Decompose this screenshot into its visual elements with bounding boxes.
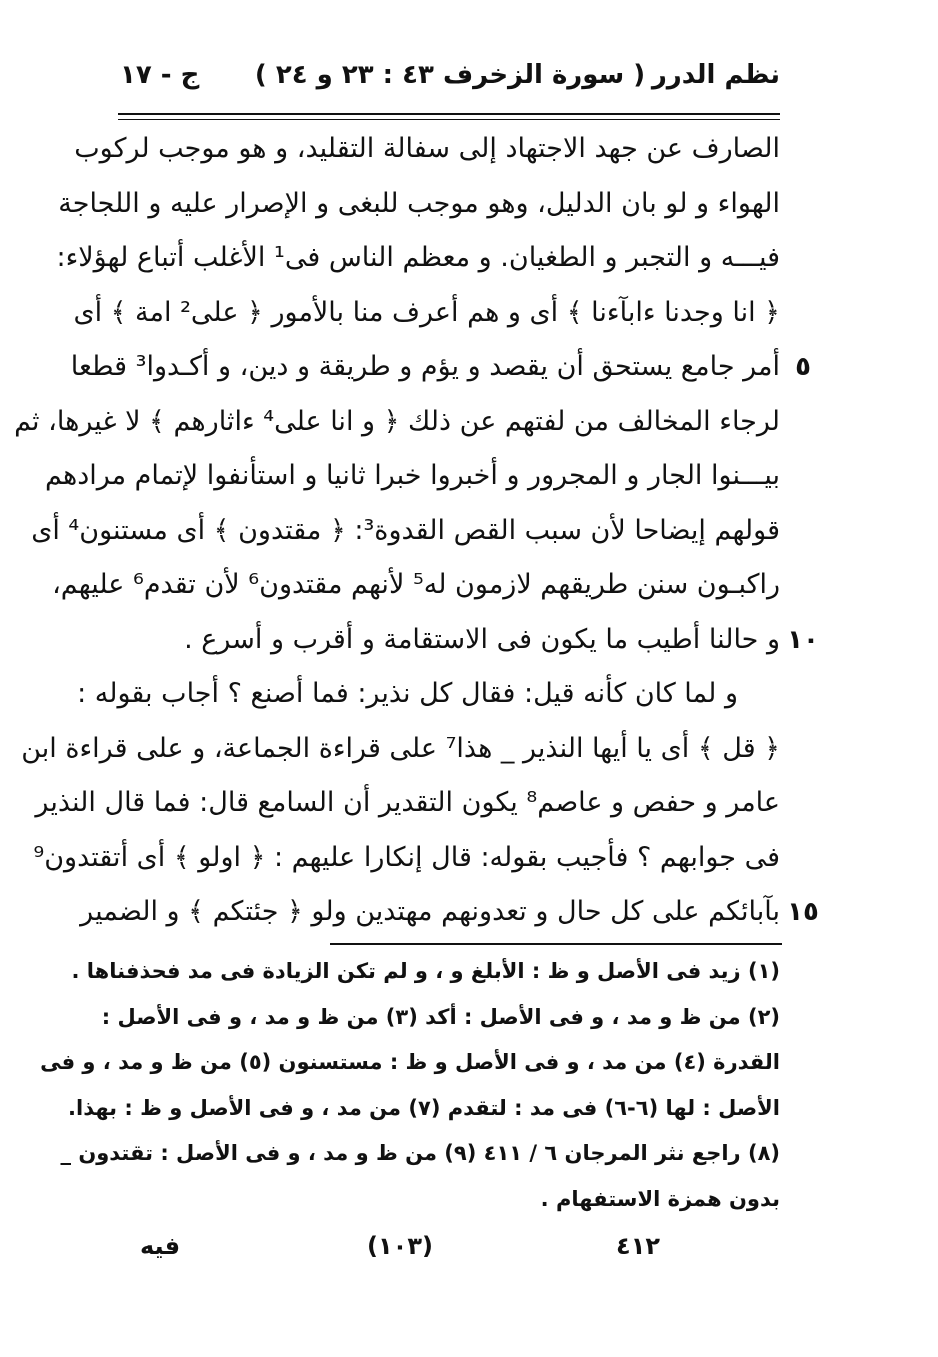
text-line: قولهم إيضاحا لأن سبب القص القدوة³: ﴿ مقتدون ﴾ أى مستنون⁴ أى bbox=[31, 514, 780, 546]
text-line: بيـــنوا الجار و المجرور و أخبروا خبرا ثانيا و استأنفوا لإتمام مرادهم bbox=[45, 460, 780, 491]
book-title: نظم الدرر bbox=[651, 60, 780, 90]
text-line: ﴿ قل ﴾ أى يا أيها النذير _ هذا⁷ على قراءة الجماعة، و على قراءة ابن bbox=[21, 732, 780, 764]
footnote-line: (١) زيد فى الأصل و ظ : الأبلغ و ، و لم تكن الزيادة فى مد فحذفناها . bbox=[71, 959, 780, 983]
text-line: و لما كان كأنه قيل: فقال كل نذير: فما أصنع ؟ أجاب بقوله : bbox=[77, 678, 738, 709]
page-header bbox=[120, 60, 780, 100]
line-number: ٥ bbox=[795, 352, 811, 382]
text-line: عامر و حفص و عاصم⁸ يكون التقدير أن السامع قال: فما قال النذير bbox=[35, 787, 780, 818]
line-number: ١٠ bbox=[787, 624, 819, 655]
header-rule bbox=[118, 113, 780, 115]
text-line: راكبـون سنن طريقهم لازمون له⁵ لأنهم مقتدون⁶ لأن تقدم⁶ عليهم، bbox=[52, 569, 780, 600]
text-line: الصارف عن جهد الاجتهاد إلى سفالة التقليد، و هو موجب لركوب bbox=[74, 133, 780, 164]
page-footer bbox=[140, 1232, 660, 1272]
text-line: لرجاء المخالف من لفتهم عن ذلك ﴿ و انا على⁴ ءاثارهم ﴾ لا غيرها، ثم bbox=[14, 405, 780, 437]
text-line: ﴿ انا وجدنا ءابآءنا ﴾ أى و هم أعرف منا بالأمور ﴿ على² امة ﴾ أى bbox=[73, 296, 780, 328]
text-line: فيـــه و التجبر و الطغيان. و معظم الناس فى¹ الأغلب أتباع لهؤلاء: bbox=[56, 242, 780, 273]
footnote-separator bbox=[330, 943, 782, 945]
footnote-line: بدون همزة الاستفهام . bbox=[540, 1186, 780, 1211]
footnote-line: (٢) من ظ و مد ، و فى الأصل : أكد (٣) من ظ و مد ، و فى الأصل : bbox=[101, 1004, 780, 1029]
juz-number: ج - ١٧ bbox=[120, 60, 200, 90]
text-line: فى جوابهم ؟ فأجيب بقوله: قال إنكارا عليهم : ﴿ اولو ﴾ أى أتقتدون⁹ bbox=[33, 841, 780, 873]
text-line: و حالنا أطيب ما يكون فى الاستقامة و أقرب و أسرع . bbox=[184, 623, 780, 655]
footnote-line: (٨) راجع نثر المرجان ٦ / ٤١١ (٩) من ظ و مد ، و فى الأصل : تقتدون _ bbox=[60, 1141, 780, 1165]
line-number: ١٥ bbox=[787, 897, 819, 927]
footnote-line: القدرة (٤) من مد ، و فى الأصل و ظ : مستسنون (٥) من ظ و مد ، و فى bbox=[40, 1050, 780, 1074]
text-line: بآبائكم على كل حال و تعدونهم مهتدين ولو ﴿ جئتكم ﴾ و الضمير bbox=[80, 896, 780, 927]
text-line: الهواء و لو بان الدليل، وهو موجب للبغى و الإصرار عليه و اللجاجة bbox=[58, 187, 780, 219]
catalog-number: (١٠٣) bbox=[367, 1232, 433, 1260]
footnote-line: الأصل : لها (٦-٦) فى مد : لتقدم (٧) من مد ، و فى الأصل و ظ : بهذا. bbox=[68, 1095, 780, 1120]
surah-reference: ( سورة الزخرف ٤٣ : ٢٣ و ٢٤ ) bbox=[254, 60, 646, 90]
catchword: فيه bbox=[140, 1232, 181, 1260]
text-line: أمر جامع يستحق أن يقصد و يؤم و طريقة و دين، و أكـدوا³ قطعا bbox=[70, 351, 780, 382]
page-number: ٤١٢ bbox=[616, 1232, 660, 1260]
